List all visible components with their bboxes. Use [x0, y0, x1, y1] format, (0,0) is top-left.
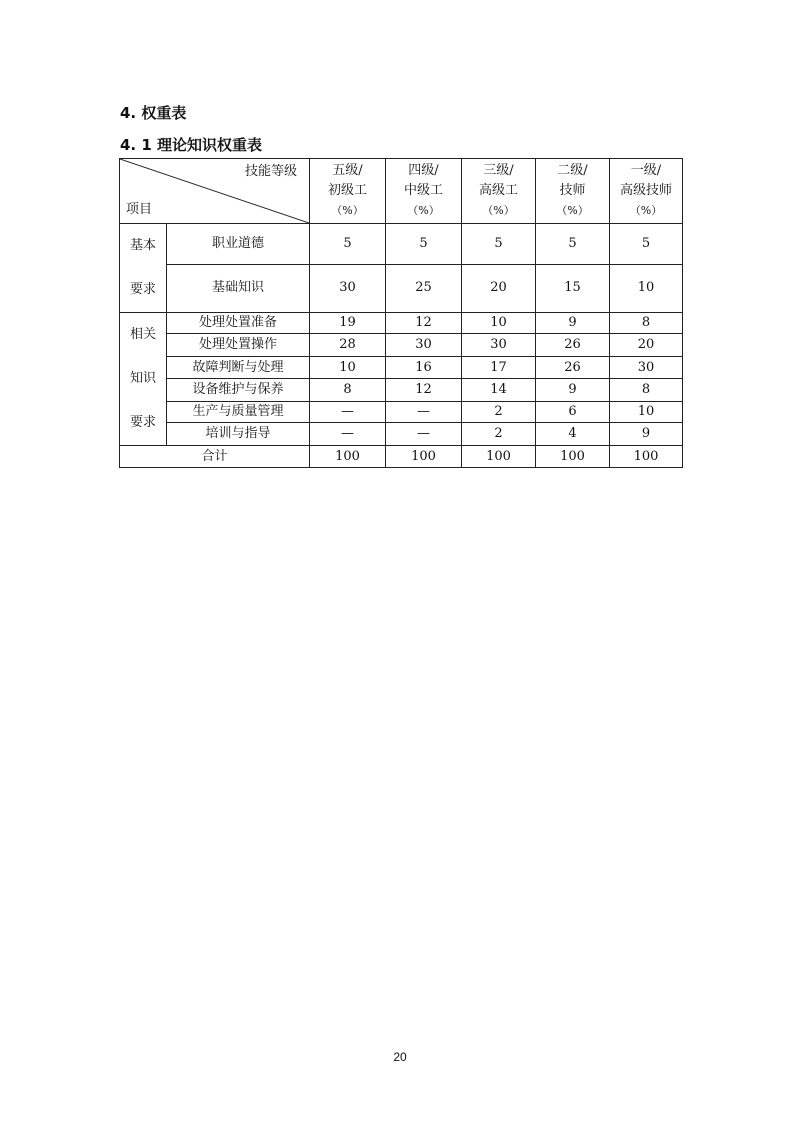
total-value: 100	[610, 446, 683, 468]
row-item: 处理处置操作	[167, 334, 310, 357]
cell-value: 26	[536, 356, 610, 379]
row-item: 设备维护与保养	[167, 379, 310, 402]
table-row	[120, 401, 683, 422]
cell-value: 5	[536, 224, 610, 265]
cell-value: 26	[536, 334, 610, 357]
cell-value: 10	[610, 401, 683, 422]
cell-value: 10	[462, 313, 536, 334]
diagonal-header-cell	[120, 159, 310, 224]
cell-value: 19	[310, 313, 386, 334]
cell-value: 5	[610, 224, 683, 265]
cell-value: 20	[610, 334, 683, 357]
cell-value: 12	[386, 313, 462, 334]
page-number: 20	[393, 1050, 407, 1064]
row-item: 培训与指导	[167, 423, 310, 446]
row-item: 基础知识	[167, 264, 310, 312]
cell-value: 9	[536, 379, 610, 402]
total-value: 100	[536, 446, 610, 468]
cell-value: 8	[610, 313, 683, 334]
cell-value: 8	[310, 379, 386, 402]
group-basic-requirements: 基本 要求	[120, 224, 167, 313]
cell-value: 30	[310, 264, 386, 312]
cell-value: —	[386, 401, 462, 422]
level-header-1: 一级/ 高级技师 （%）	[610, 159, 683, 224]
cell-value: 9	[610, 423, 683, 446]
row-item: 职业道德	[167, 224, 310, 265]
level-header-5: 五级/ 初级工 （%）	[310, 159, 386, 224]
header-skill-level: 技能等级	[244, 164, 297, 179]
cell-value: 25	[386, 264, 462, 312]
table-row	[120, 334, 683, 357]
table-row	[120, 264, 683, 312]
cell-value: 5	[386, 224, 462, 265]
total-label: 合计	[120, 446, 310, 468]
cell-value: 30	[610, 356, 683, 379]
section-title: 4. 权重表	[120, 104, 187, 122]
cell-value: 8	[610, 379, 683, 402]
cell-value: 30	[386, 334, 462, 357]
total-value: 100	[386, 446, 462, 468]
cell-value: 30	[462, 334, 536, 357]
cell-value: 16	[386, 356, 462, 379]
row-item: 故障判断与处理	[167, 356, 310, 379]
table-row	[120, 356, 683, 379]
cell-value: 14	[462, 379, 536, 402]
weight-table	[119, 158, 683, 468]
row-item: 处理处置准备	[167, 313, 310, 334]
cell-value: 20	[462, 264, 536, 312]
row-item: 生产与质量管理	[167, 401, 310, 422]
cell-value: 15	[536, 264, 610, 312]
total-value: 100	[462, 446, 536, 468]
cell-value: 28	[310, 334, 386, 357]
cell-value: 2	[462, 401, 536, 422]
cell-value: 9	[536, 313, 610, 334]
level-header-3: 三级/ 高级工 （%）	[462, 159, 536, 224]
cell-value: —	[310, 401, 386, 422]
header-item: 项目	[126, 202, 153, 217]
cell-value: —	[386, 423, 462, 446]
table-row	[120, 379, 683, 402]
total-row	[120, 446, 683, 468]
level-header-4: 四级/ 中级工 （%）	[386, 159, 462, 224]
subsection-title: 4. 1 理论知识权重表	[120, 136, 263, 154]
cell-value: —	[310, 423, 386, 446]
cell-value: 4	[536, 423, 610, 446]
cell-value: 5	[462, 224, 536, 265]
cell-value: 5	[310, 224, 386, 265]
cell-value: 17	[462, 356, 536, 379]
cell-value: 10	[610, 264, 683, 312]
table-header-row	[120, 159, 683, 224]
level-header-2: 二级/ 技师 （%）	[536, 159, 610, 224]
table-row	[120, 423, 683, 446]
group-related-knowledge: 相关 知识 要求	[120, 313, 167, 446]
table-row	[120, 313, 683, 334]
cell-value: 2	[462, 423, 536, 446]
cell-value: 6	[536, 401, 610, 422]
total-value: 100	[310, 446, 386, 468]
table-row	[120, 224, 683, 265]
cell-value: 12	[386, 379, 462, 402]
cell-value: 10	[310, 356, 386, 379]
